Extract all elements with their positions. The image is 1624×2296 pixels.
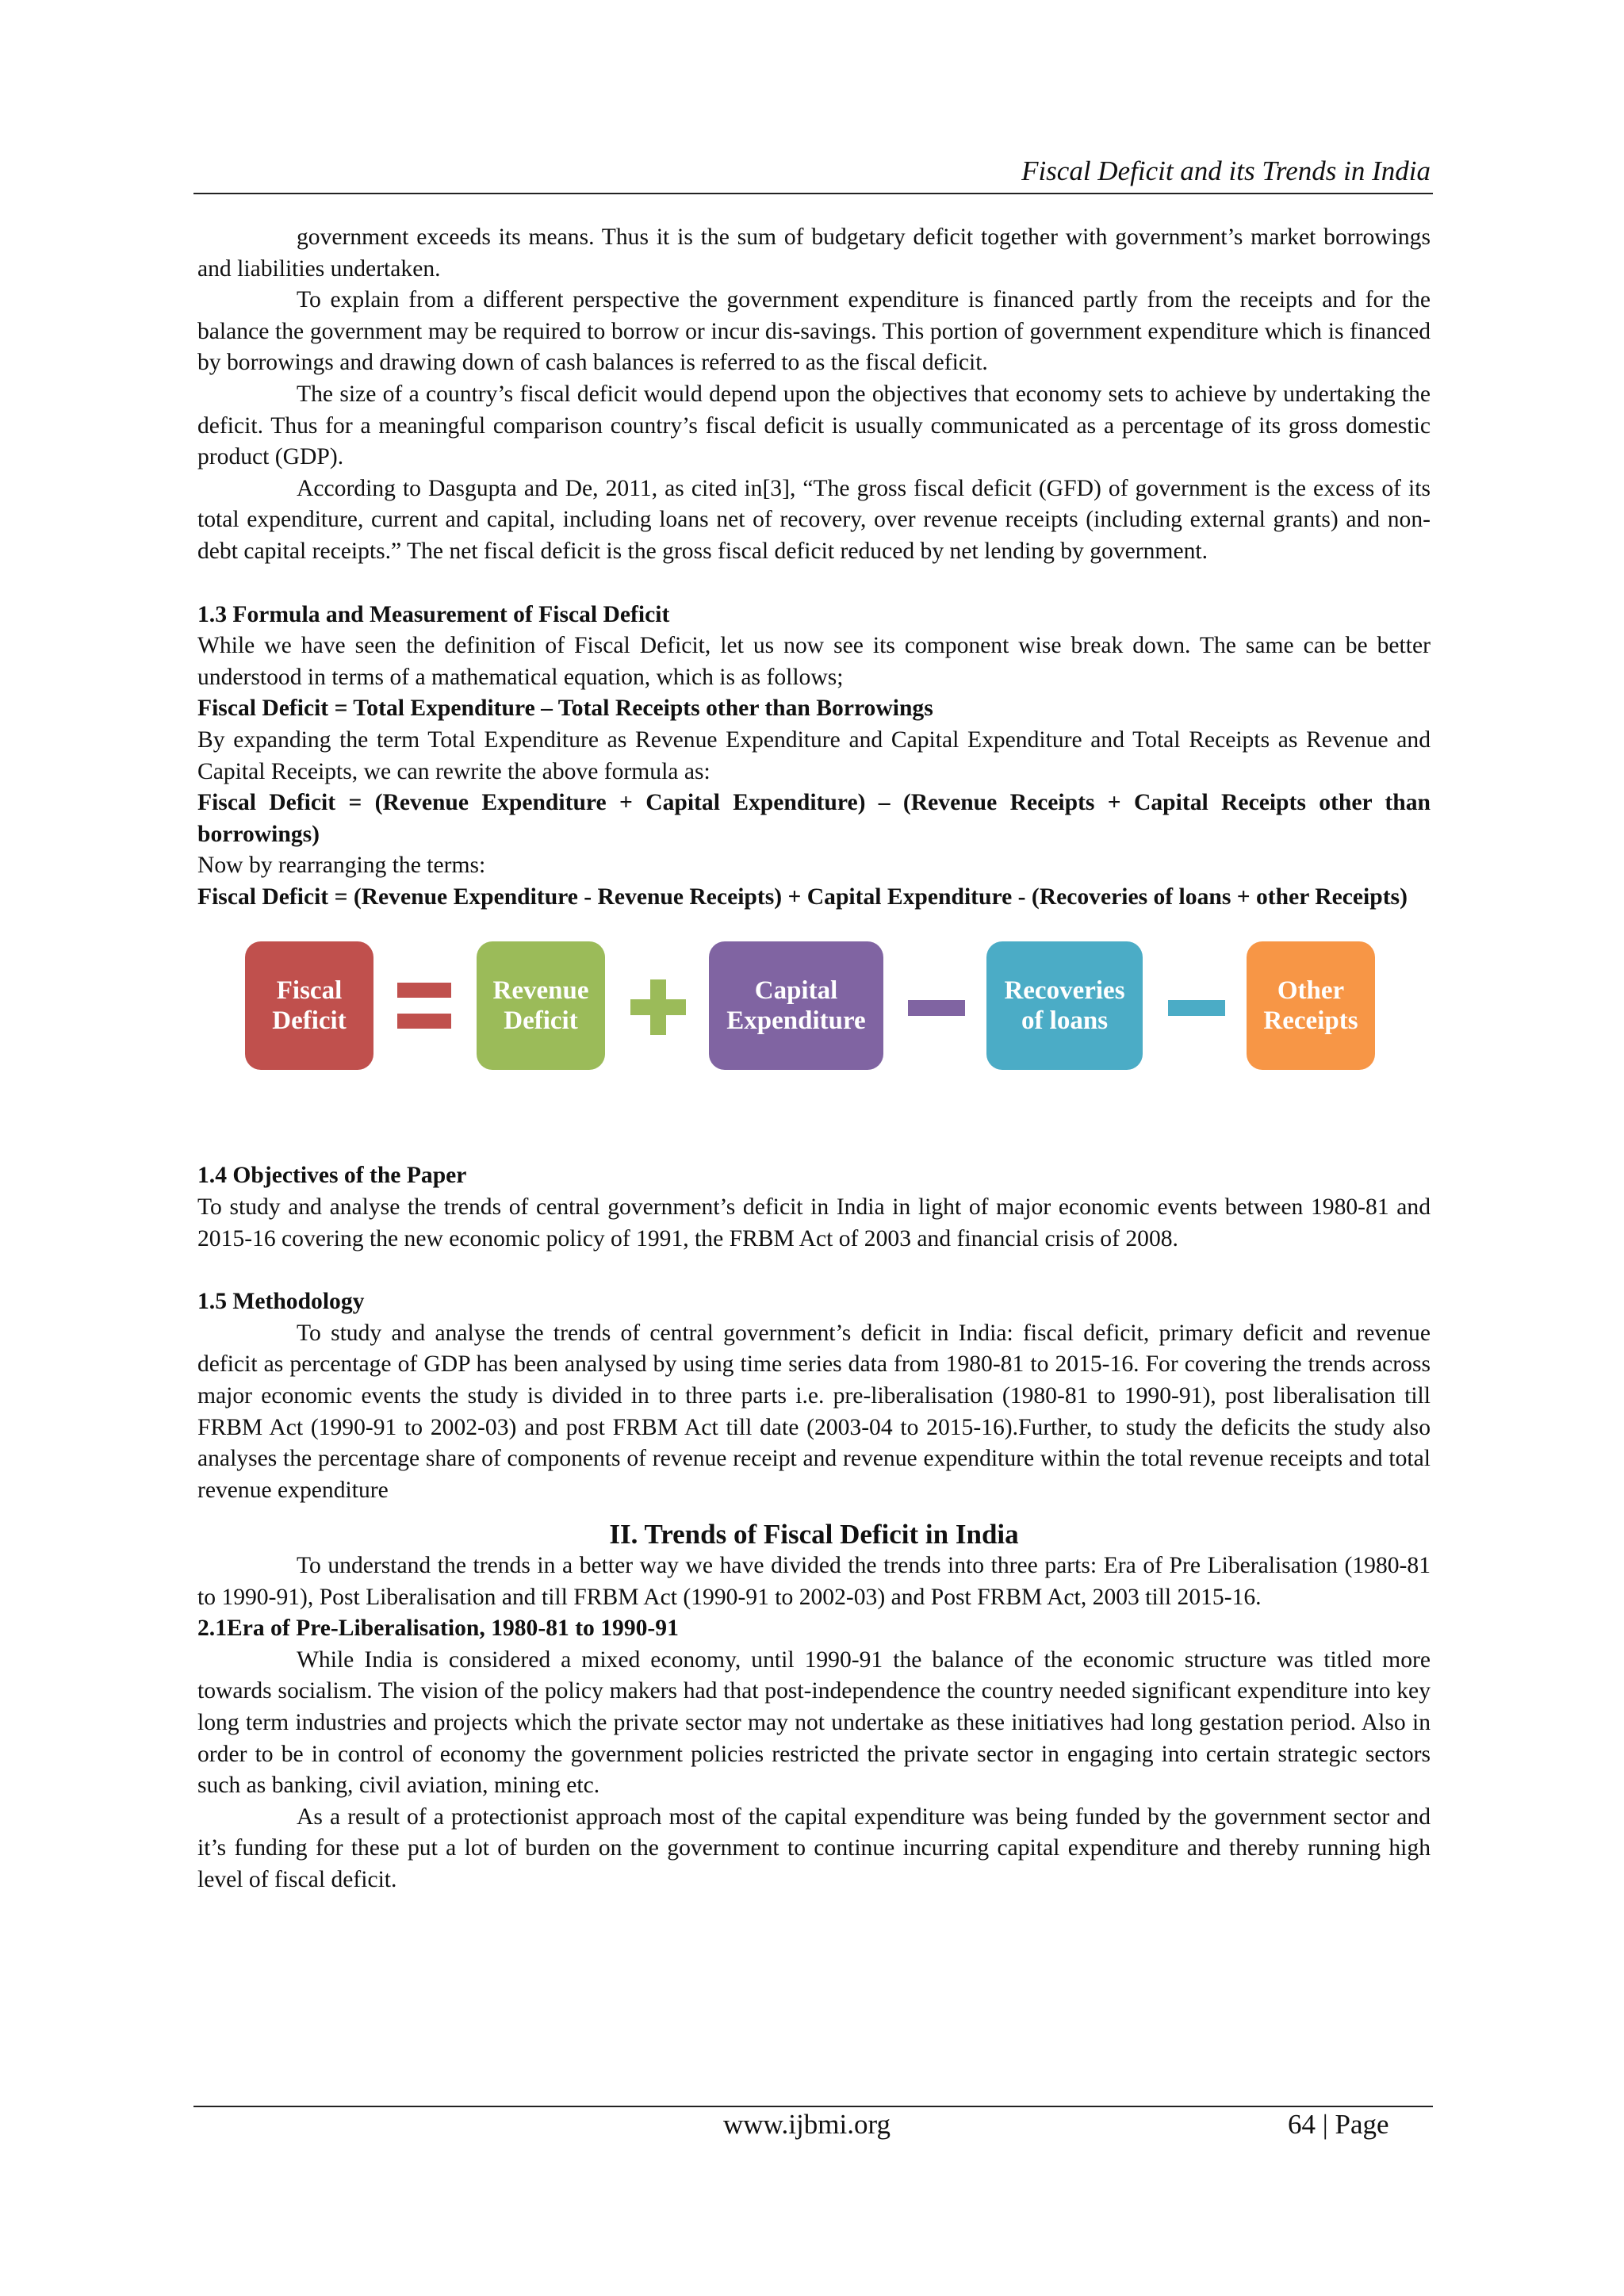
fiscal-deficit-box [245,941,373,1070]
minus-sign [1168,1000,1225,1016]
paragraph: By expanding the term Total Expenditure as Revenue Expenditure and Capital Expenditure and Total Receipts as Revenue and Capital Receipts, we can rewrite the above formula as: [197,726,1431,784]
paragraph: While we have seen the definition of Fiscal Deficit, let us now see its component wise break down. The same can be better understood in terms of a mathematical equation, which is as follows; [197,633,1431,690]
revenue-deficit-box [477,941,605,1070]
section-heading: 1.5 Methodology [197,1289,365,1315]
box-label: of loans [1021,1006,1109,1036]
paragraph: To explain from a different perspective the government expenditure is financed partly from the receipts and for the balance the government may be required to borrow or incur dis-savings. This portion of government expenditure which is financed by borrowings and drawing down of cash balances is referred to as the fiscal deficit. [197,287,1431,376]
formula: Fiscal Deficit = Total Expenditure – Total Receipts other than Borrowings [197,696,933,722]
box-label: Recoveries [1004,976,1125,1006]
paragraph: To understand the trends in a better way we have divided the trends into three parts: Era of Pre Liberalisation (1980-81 to 1990-91), Post Liberalisation and till FRBM Act (1990-91 to 2002-03) and Post FRBM Act, 2003 till 2015-16. [197,1553,1431,1610]
paragraph: As a result of a protectionist approach most of the capital expenditure was being funded by the government sector and it’s funding for these put a lot of burden on the government to continue incurring capital expenditure and thereby running high level of fiscal deficit. [197,1803,1431,1892]
paragraph: According to Dasgupta and De, 2011, as cited in[3], “The gross fiscal deficit (GFD) of government is the excess of its total expenditure, current and capital, including loans net of recovery, over revenue receipts (including external grants) and non-debt capital receipts.” The net fiscal deficit is the gross fiscal deficit reduced by net lending by government. [197,475,1431,564]
main-content [197,222,1431,1896]
section-title: II. Trends of Fiscal Deficit in India [609,1519,1019,1550]
equals-sign [397,983,451,1029]
plus-sign [630,979,686,1035]
header-rule [193,193,1433,194]
paragraph: Now by rearranging the terms: [197,853,486,879]
box-label: Fiscal [276,976,343,1006]
box-label: Expenditure [726,1006,866,1036]
box-label: Receipts [1263,1006,1358,1036]
fiscal-deficit-diagram [197,941,1431,1125]
paragraph: While India is considered a mixed economy, until 1990-91 the balance of the economic structure was titled more towards socialism. The vision of the policy makers had that post-independence the country needed significant expenditure into key long term industries and projects which the private sector may not undertake as these initiatives had long gestation period. Also in order to be in control of economy the government policies restricted the private sector in engaging into certain strategic sectors such as banking, civil aviation, mining etc. [197,1646,1431,1799]
paragraph: To study and analyse the trends of central government’s deficit in India in light of major economic events between 1980-81 and 2015-16 covering the new economic policy of 1991, the FRBM Act of 2003 and financial crisis of 2008. [197,1194,1431,1251]
section-heading: 1.4 Objectives of the Paper [197,1163,467,1189]
other-receipts-box [1247,941,1375,1070]
box-label: Revenue [492,976,589,1006]
running-title: Fiscal Deficit and its Trends in India [1021,155,1431,186]
box-label: Other [1277,976,1345,1006]
paragraph: government exceeds its means. Thus it is the sum of budgetary deficit together with government’s market borrowings and liabilities undertaken. [197,224,1431,282]
box-label: Capital [754,976,838,1006]
paragraph: To study and analyse the trends of central government’s deficit in India: fiscal deficit, primary deficit and revenue deficit as percentage of GDP has been analysed by using time series data from 1980-81 to 2015-16. For covering the trends across major economic events the study is divided in to three parts i.e. pre-liberalisation (1980-81 to 1990-91), post liberalisation till FRBM Act (1990-91 to 2002-03) and post FRBM Act till date (2003-04 to 2015-16).Further, to study the deficits the study also analyses the percentage share of components of revenue receipt and revenue expenditure within the total revenue receipts and total revenue expenditure [197,1320,1431,1503]
minus-sign [908,1000,965,1016]
footer-page-number: 64 | Page [1288,2109,1389,2140]
subsection-heading: 2.1Era of Pre-Liberalisation, 1980-81 to 1990-91 [197,1616,679,1642]
capital-expenditure-box [709,941,883,1070]
footer-url: www.ijbmi.org [723,2109,891,2140]
box-label: Deficit [272,1006,347,1036]
paragraph: The size of a country’s fiscal deficit would depend upon the objectives that economy sets to achieve by undertaking the deficit. Thus for a meaningful comparison country’s fiscal deficit is usually communicated as a percentage of its gross domestic product (GDP). [197,381,1431,470]
recoveries-of-loans-box [986,941,1143,1070]
box-label: Deficit [504,1006,578,1036]
formula: Fiscal Deficit = (Revenue Expenditure + Capital Expenditure) – (Revenue Receipts + Capital Receipts other than borrowings) [197,790,1431,847]
section-heading: 1.3 Formula and Measurement of Fiscal Deficit [197,601,670,627]
formula: Fiscal Deficit = (Revenue Expenditure - Revenue Receipts) + Capital Expenditure - (Recoveries of loans + other Receipts) [197,884,1408,910]
footer-rule [193,2106,1433,2107]
